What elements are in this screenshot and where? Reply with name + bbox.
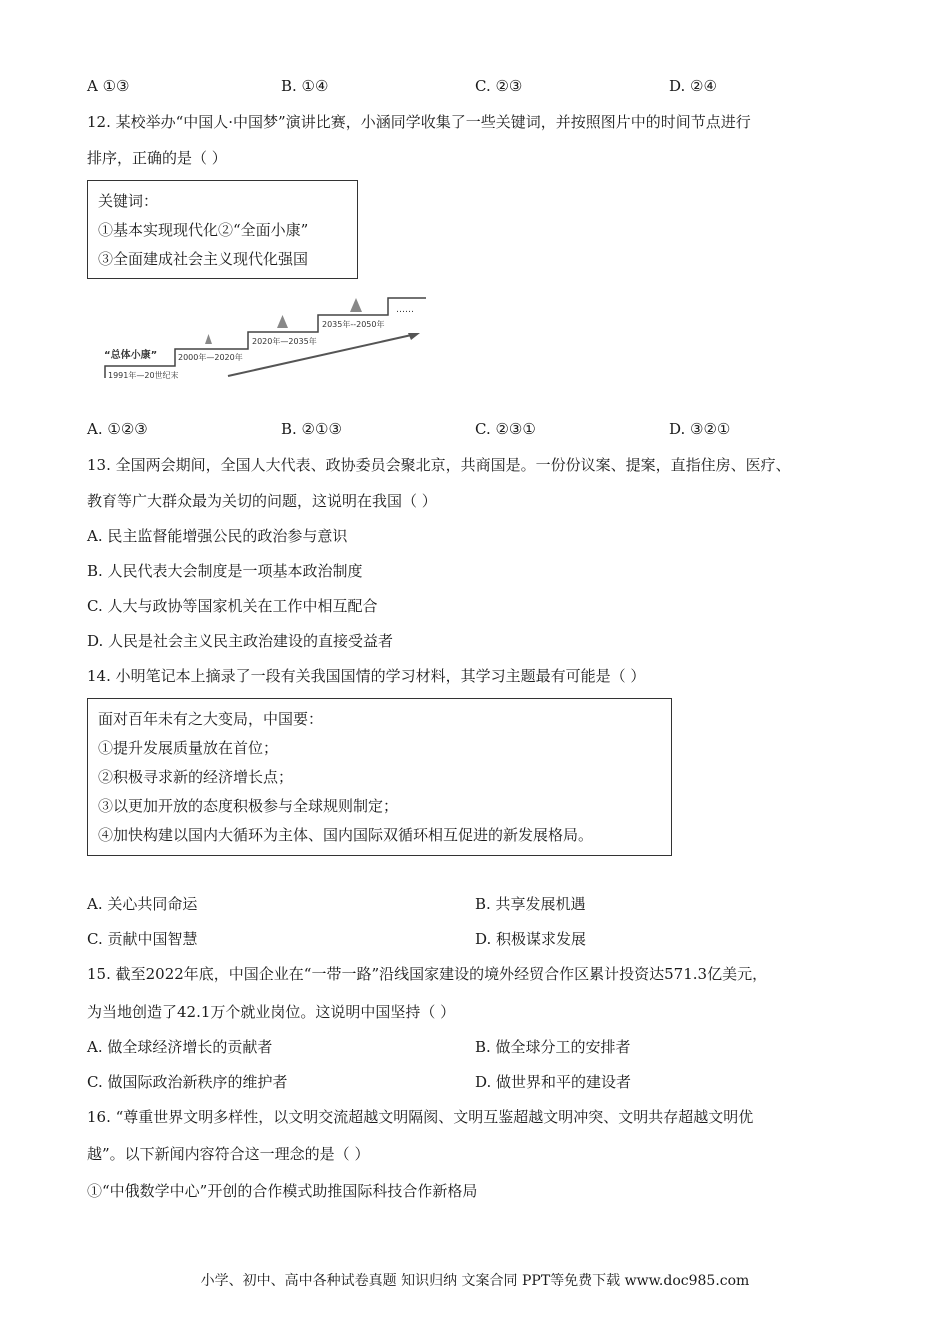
q12-box-line: ③全面建成社会主义现代化强国 [98,250,309,268]
q14-option-c: C. 贡献中国智慧 [87,930,198,948]
q12-box-line: ①基本实现现代化②“全面小康” [98,221,309,239]
q12-stem-line2: 排序，正确的是（ ） [87,149,227,167]
q12-keyword-box [87,180,358,279]
q15-stem-line1: 15. 截至2022年底，中国企业在“一带一路”沿线国家建设的境外经贸合作区累计投资达571.3亿美元， [87,965,768,983]
q15-option-d: D. 做世界和平的建设者 [475,1073,632,1091]
q16-stem-line2: 越”。以下新闻内容符合这一理念的是（ ） [87,1145,370,1163]
q14-box-line: ②积极寻求新的经济增长点； [98,768,294,786]
milestone-triangle-icon [205,334,212,344]
q13-option-b: B. 人民代表大会制度是一项基本政治制度 [87,562,363,580]
q11-option-d: D. ②④ [669,77,717,95]
q14-option-b: B. 共享发展机遇 [475,895,586,913]
q12-option-a: A. ①②③ [87,420,148,438]
q11-option-b: B. ①④ [281,77,329,95]
q12-option-d: D. ③②① [669,420,731,438]
q16-item-1: ①“中俄数学中心”开创的合作模式助推国际科技合作新格局 [87,1182,478,1200]
page-footer: 小学、初中、高中各种试卷真题 知识归纳 文案合同 PPT等免费下载 www.doc985.com [200,1273,750,1289]
milestone-triangle-icon [350,298,362,312]
q15-option-b: B. 做全球分工的安排者 [475,1038,631,1056]
q13-stem-line2: 教育等广大群众最为关切的问题，这说明在我国（ ） [87,492,437,510]
q12-stem-line1: 12. 某校举办“中国人·中国梦”演讲比赛，小涵同学收集了一些关键词，并按照图片中的时间节点进行 [87,113,751,131]
q11-option-a: A ①③ [87,77,130,95]
q14-option-d: D. 积极谋求发展 [475,930,587,948]
label-zongti: “总体小康” [104,350,158,361]
q13-stem-line1: 13. 全国两会期间，全国人大代表、政协委员会聚北京，共商国是。一份份议案、提案，直指住房、医疗、 [87,456,791,474]
q13-option-d: D. 人民是社会主义民主政治建设的直接受益者 [87,632,394,650]
q14-box-line: ③以更加开放的态度积极参与全球规则制定； [98,797,399,815]
trend-arrow-head [408,333,420,340]
q14-box-line: ④加快构建以国内大循环为主体、国内国际双循环相互促进的新发展格局。 [98,826,594,844]
q12-option-c: C. ②③① [475,420,536,438]
label-2000: 2000年—2020年 [178,353,243,362]
q12-timeline-diagram [100,292,430,384]
q16-stem-line1: 16. “尊重世界文明多样性，以文明交流超越文明隔阂、文明互鉴超越文明冲突、文明共存超越文明优 [87,1108,754,1126]
q15-option-c: C. 做国际政治新秩序的维护者 [87,1073,288,1091]
q13-option-a: A. 民主监督能增强公民的政治参与意识 [87,527,348,545]
label-2035: 2035年--2050年 [322,320,385,329]
label-1991: 1991年—20世纪末 [108,371,179,380]
q14-box-line: ①提升发展质量放在首位； [98,739,279,757]
q12-box-line: 关键词： [98,192,159,210]
milestone-triangle-icon [277,315,288,328]
q14-box-line: 面对百年未有之大变局，中国要： [98,710,324,728]
q14-material-box [87,698,672,856]
label-2020: 2020年—2035年 [252,337,317,346]
q12-option-b: B. ②①③ [281,420,342,438]
q11-option-c: C. ②③ [475,77,523,95]
q13-option-c: C. 人大与政协等国家机关在工作中相互配合 [87,597,378,615]
q15-option-a: A. 做全球经济增长的贡献者 [87,1038,273,1056]
label-dots: …… [396,305,414,315]
q14-option-a: A. 关心共同命运 [87,895,198,913]
q14-stem: 14. 小明笔记本上摘录了一段有关我国国情的学习材料，其学习主题最有可能是（ ） [87,667,646,685]
q15-stem-line2: 为当地创造了42.1万个就业岗位。这说明中国坚持（ ） [87,1003,456,1021]
